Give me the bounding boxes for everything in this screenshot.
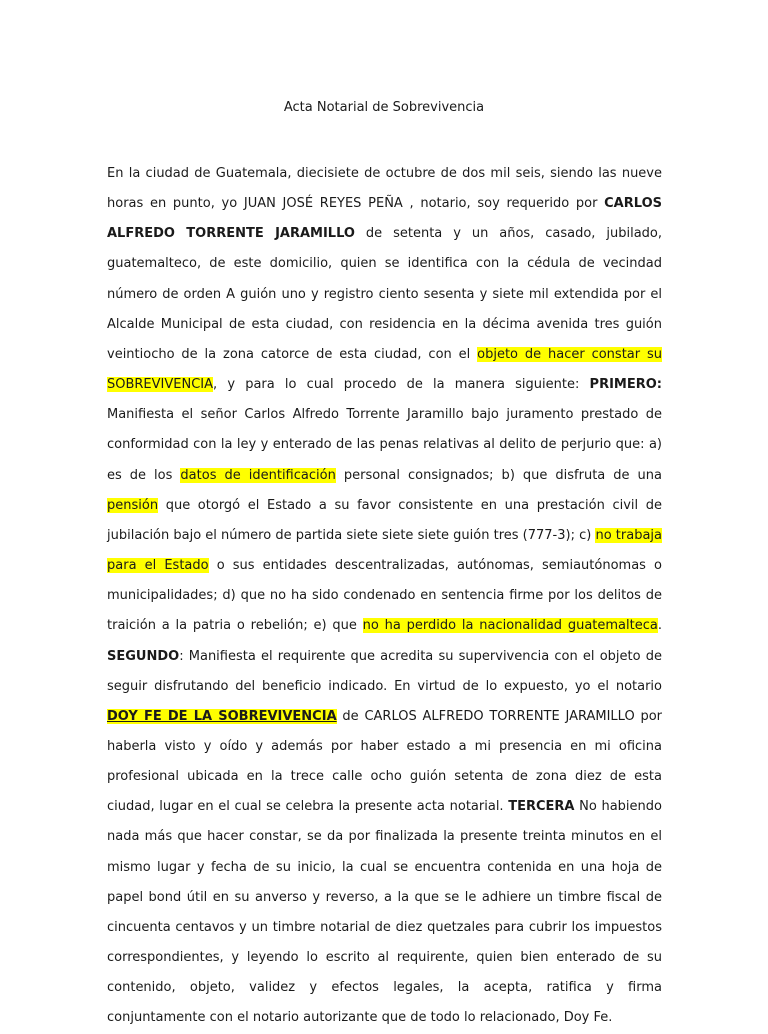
bold-text-run: TERCERA xyxy=(508,799,575,815)
text-run: No habiendo nada más que hacer constar, se da por finalizada la presente treinta minutos en el mismo lugar y fecha de su inicio, la cual se encuentra contenida en una hoja de papel bond útil en su anverso y reverso, a la que se le adhiere un timbre fiscal de cincuenta centavos y un timbre notarial de diez quetzales para cubrir los impuestos correspondientes, y leyendo lo escrito al requirente, quien bien enterado de su contenido, objeto, validez y efectos legales, la acepta, ratifica y firma conjuntamente con el notario autorizante que de todo lo relacionado, Doy Fe. xyxy=(107,799,662,1026)
bold-text-run: PRIMERO: xyxy=(589,377,662,393)
text-run: o sus entidades descentralizadas, autónomas, semiautónomas o municipalidades; d) que no ha sido condenado en sentencia firme por los delitos de traición a la patria o rebelión; e) que xyxy=(107,558,662,634)
text-run: : Manifiesta el requirente que acredita su supervivencia con el objeto de seguir disfrutando del beneficio indicado. En virtud de lo expuesto, yo el notario xyxy=(107,648,662,694)
highlighted-text-run: no ha perdido la nacionalidad guatemalteca xyxy=(362,618,658,634)
text-run: Manifiesta el señor Carlos Alfredo Torrente Jaramillo bajo juramento prestado de conformidad con la ley y enterado de las penas relativas al delito de perjurio que: a) es de los xyxy=(107,407,662,483)
text-run: , y para lo cual procedo de la manera siguiente: xyxy=(213,377,590,393)
bold-text-run: CARLOS ALFREDO TORRENTE JARAMILLO xyxy=(107,196,662,242)
text-run: que otorgó el Estado a su favor consistente en una prestación civil de jubilación bajo el número de partida siete siete siete guión tres (777-3); c) xyxy=(107,497,662,543)
highlighted-text-run: no trabaja para el Estado xyxy=(107,527,663,574)
text-run: . xyxy=(657,618,662,634)
document-title: Acta Notarial de Sobrevivencia xyxy=(283,100,485,115)
text-run: En la ciudad de Guatemala, diecisiete de octubre de dos mil seis, siendo las nueve horas en punto, yo JUAN JOSÉ REYES PEÑA , notario, soy requerido por xyxy=(107,166,662,212)
text-run: de setenta y un años, casado, jubilado, guatemalteco, de este domicilio, quien se identifica con la cédula de vecindad número de orden A guión uno y registro ciento sesenta y siete mil extendida por el Alcalde Municipal de esta ciudad, con residencia en la décima avenida tres guión veintiocho de la zona catorce de esta ciudad, con el xyxy=(107,226,662,362)
text-run: personal consignados; b) que disfruta de una xyxy=(335,467,663,483)
highlighted-text-run: pensión xyxy=(107,497,159,513)
highlighted-bold-underlined-text-run: DOY FE DE LA SOBREVIVENCIA xyxy=(107,708,337,724)
highlighted-text-run: datos de identificación xyxy=(180,467,336,483)
highlighted-text-run: objeto de hacer constar su SOBREVIVENCIA xyxy=(107,346,662,393)
document-body xyxy=(107,159,662,1034)
bold-text-run: SEGUNDO xyxy=(107,648,180,664)
text-run: de CARLOS ALFREDO TORRENTE JARAMILLO por haberla visto y oído y además por haber estado a mi presencia en mi oficina profesional ubicada en la trece calle ocho guión setenta de zona diez de esta ciudad, lugar en el cual se celebra la presente acta notarial. xyxy=(107,708,663,815)
